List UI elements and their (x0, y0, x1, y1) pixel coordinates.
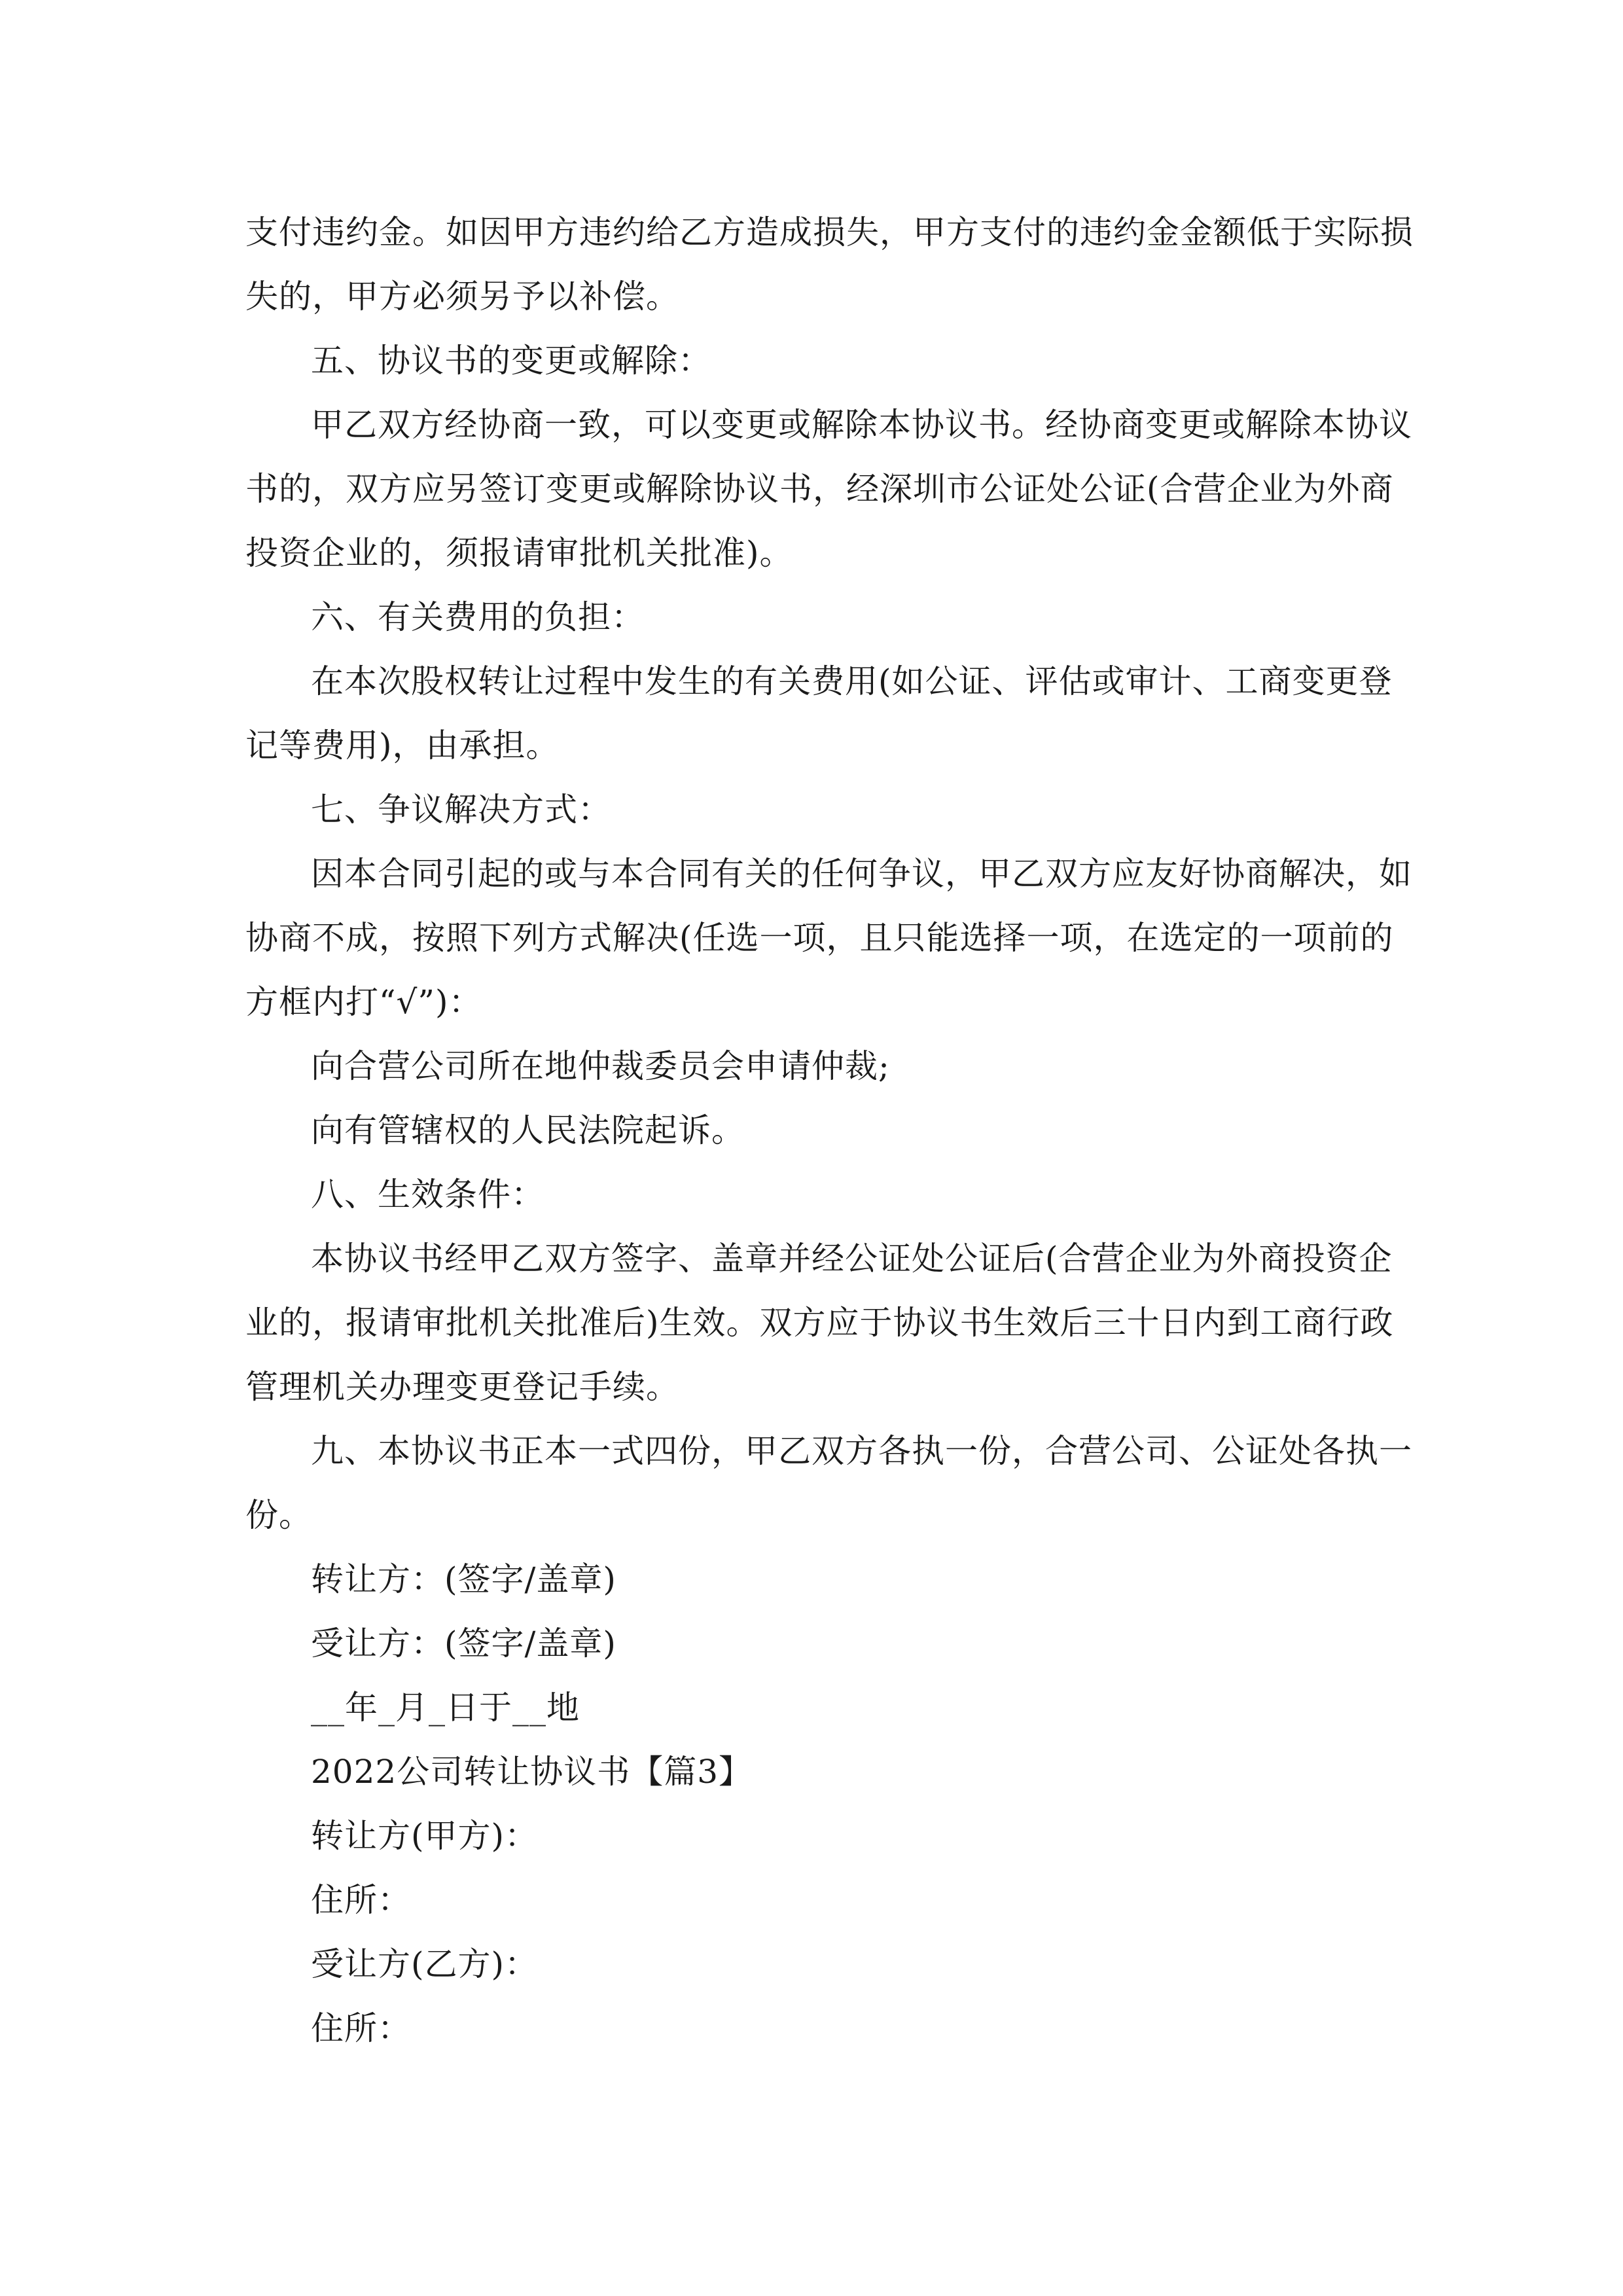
text-line: 甲乙双方经协商一致，可以变更或解除本协议书。经协商变更或解除本协议 (311, 406, 1412, 444)
text-line: 八、生效条件： (311, 1175, 544, 1213)
text-line: 在本次股权转让过程中发生的有关费用(如公证、评估或审计、工商变更登 (311, 662, 1393, 700)
text-line: 支付违约金。如因甲方违约给乙方造成损失，甲方支付的违约金金额低于实际损 (245, 213, 1414, 251)
text-line: 失的，甲方必须另予以补偿。 (245, 278, 679, 315)
text-line: 受让方：(签字/盖章) (311, 1624, 616, 1662)
text-line: 本协议书经甲乙双方签字、盖章并经公证处公证后(合营企业为外商投资企 (311, 1240, 1393, 1278)
text-line: 记等费用)，由承担。 (245, 726, 560, 764)
text-line: 住所： (311, 2009, 411, 2047)
text-line: 业的，报请审批机关批准后)生效。双方应于协议书生效后三十日内到工商行政 (245, 1304, 1394, 1342)
text-line: 方框内打“√”)： (245, 983, 482, 1021)
text-line: 份。 (245, 1496, 312, 1534)
text-line: __年_月_日于__地 (311, 1689, 580, 1727)
text-line: 六、有关费用的负担： (311, 598, 645, 636)
text-line: 九、本协议书正本一式四份，甲乙双方各执一份，合营公司、公证处各执一 (311, 1432, 1412, 1470)
text-line: 管理机关办理变更登记手续。 (245, 1368, 679, 1406)
text-line: 2022公司转让协议书【篇3】 (311, 1753, 753, 1791)
text-line: 因本合同引起的或与本合同有关的任何争议，甲乙双方应友好协商解决，如 (311, 855, 1412, 893)
text-line: 七、争议解决方式： (311, 791, 611, 829)
text-line: 书的，双方应另签订变更或解除协议书，经深圳市公证处公证(合营企业为外商 (245, 470, 1394, 508)
document-body (245, 200, 1414, 2060)
text-line: 五、协议书的变更或解除： (311, 342, 711, 380)
text-line: 投资企业的，须报请审批机关批准)。 (245, 534, 793, 572)
text-line: 向合营公司所在地仲裁委员会申请仲裁; (311, 1047, 890, 1085)
text-line: 转让方(甲方)： (311, 1817, 539, 1855)
text-line: 住所： (311, 1881, 411, 1919)
text-line: 向有管辖权的人民法院起诉。 (311, 1111, 745, 1149)
text-line: 转让方：(签字/盖章) (311, 1560, 616, 1598)
text-line: 受让方(乙方)： (311, 1945, 539, 1983)
text-line: 协商不成，按照下列方式解决(任选一项，且只能选择一项，在选定的一项前的 (245, 919, 1394, 957)
